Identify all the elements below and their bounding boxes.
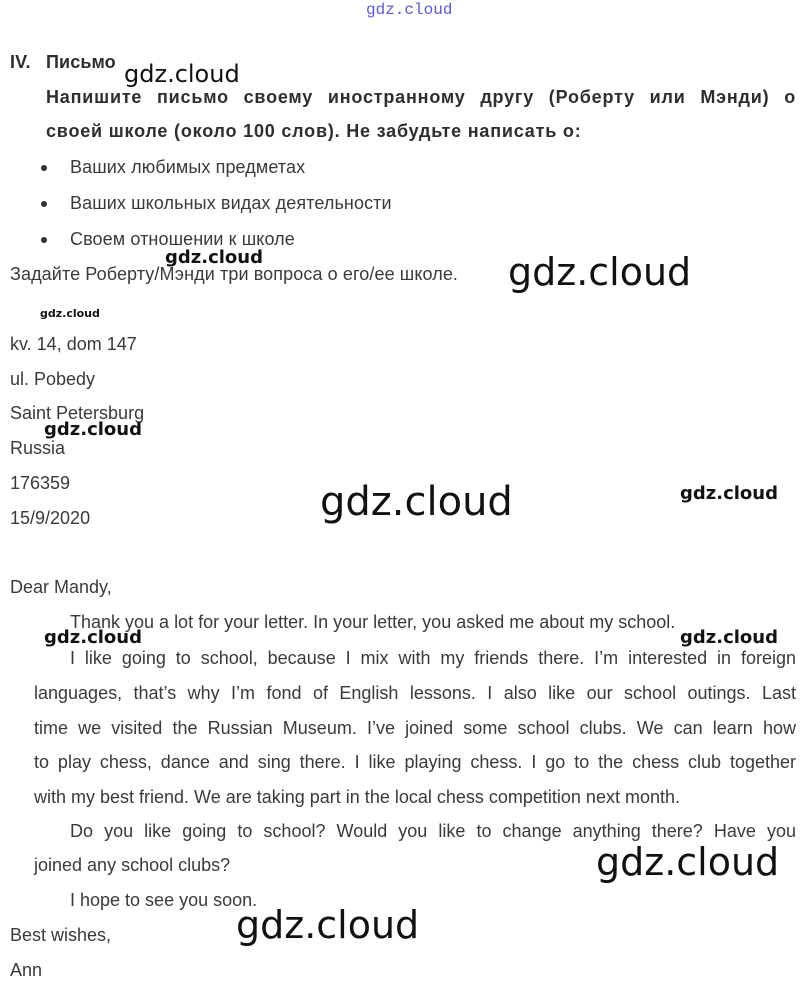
letter-paragraph-3-line: joined any school clubs?	[34, 855, 231, 875]
address-city: Saint Petersburg	[10, 403, 145, 423]
letter-paragraph-3-line: Do you like going to school? Would you like to change anything there? Have you	[70, 821, 796, 841]
letter-greeting: Dear Mandy,	[10, 577, 112, 597]
letter-paragraph-2-line: I like going to school, because I mix with my friends there. I’m interested in foreign	[70, 648, 796, 668]
bullet-dot-icon	[41, 165, 47, 171]
watermark: gdz.cloud	[680, 627, 778, 648]
watermark: gdz.cloud	[165, 247, 263, 268]
letter-paragraph-4: I hope to see you soon.	[70, 890, 258, 910]
watermark: gdz.cloud	[596, 840, 780, 884]
task-number: IV.	[10, 52, 31, 72]
letter-paragraph-2-line: to play chess, dance and sing there. I like playing chess. I go to the chess club together	[34, 752, 796, 772]
bullet-dot-icon	[41, 201, 47, 207]
bullet-dot-icon	[41, 237, 47, 243]
address-postcode: 176359	[10, 473, 71, 493]
task-bullet-item: Ваших любимых предметах	[70, 157, 306, 177]
task-bullet-item: Своем отношении к школе	[70, 229, 295, 249]
address-country: Russia	[10, 438, 66, 458]
watermark: gdz.cloud	[508, 250, 692, 294]
watermark: gdz.cloud	[44, 627, 142, 648]
watermark-top: gdz.cloud	[366, 1, 453, 19]
task-title: Письмо	[46, 52, 116, 72]
watermark: gdz.cloud	[40, 307, 100, 320]
watermark: gdz.cloud	[680, 483, 778, 504]
address-line2: ul. Pobedy	[10, 369, 96, 389]
task-instruction-line1: Напишите письмо своему иностранному другу (Роберту или Мэнди) о	[46, 87, 796, 107]
letter-paragraph-2-line: time we visited the Russian Museum. I’ve joined some school clubs. We can learn how	[34, 718, 796, 738]
letter-paragraph-1: Thank you a lot for your letter. In your letter, you asked me about my school.	[70, 612, 676, 632]
letter-paragraph-2-line: languages, that’s why I’m fond of English lessons. I also like our school outings. Last	[34, 683, 796, 703]
watermark: gdz.cloud	[124, 60, 240, 88]
address-line1: kv. 14, dom 147	[10, 334, 137, 354]
task-questions-note: Задайте Роберту/Мэнди три вопроса о его/ее школе.	[10, 264, 459, 284]
watermark: gdz.cloud	[44, 419, 142, 440]
watermark: gdz.cloud	[320, 479, 513, 525]
letter-closing: Best wishes,	[10, 925, 112, 945]
watermark: gdz.cloud	[236, 903, 420, 947]
task-bullet-item: Ваших школьных видах деятельности	[70, 193, 392, 213]
letter-date: 15/9/2020	[10, 508, 91, 528]
letter-signature: Ann	[10, 960, 43, 980]
letter-paragraph-2-line: with my best friend. We are taking part in the local chess competition next month.	[34, 787, 680, 807]
task-instruction-line2: своей школе (около 100 слов). Не забудьте написать о:	[46, 121, 582, 141]
